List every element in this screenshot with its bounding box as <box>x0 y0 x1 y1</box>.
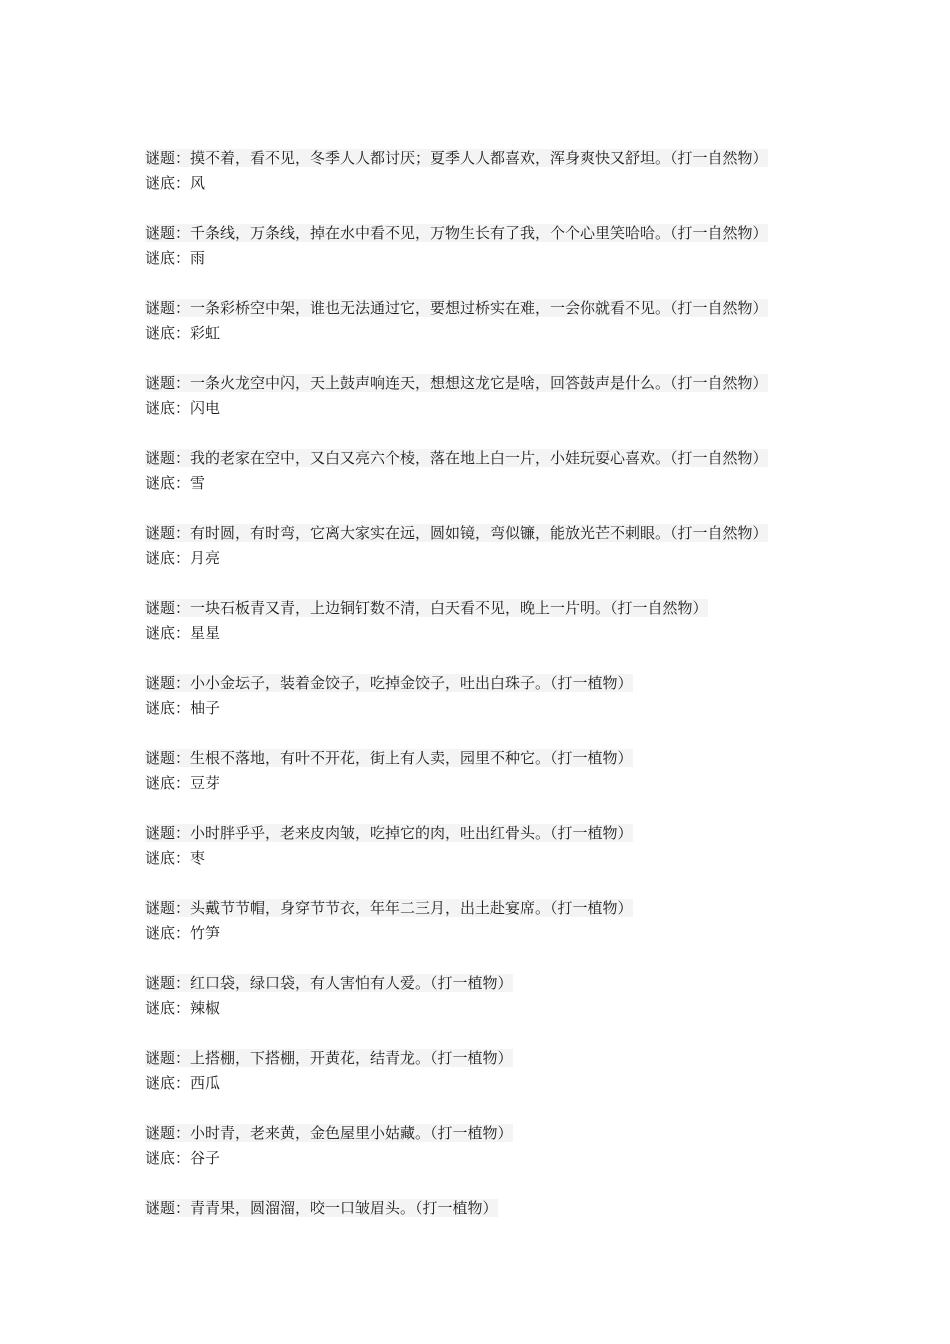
riddle-answer: 谜底：星星 <box>145 624 221 642</box>
riddle-item <box>145 671 845 746</box>
riddle-answer: 谜底：柚子 <box>145 699 221 717</box>
riddle-question <box>145 371 845 396</box>
riddle-item <box>145 446 845 521</box>
riddle-question <box>145 1121 845 1146</box>
riddle-question-text: 谜题：小时青，老来黄，金色屋里小姑藏。（打一植物） <box>145 1124 513 1142</box>
riddle-question <box>145 296 845 321</box>
riddle-answer: 谜底：竹笋 <box>145 924 221 942</box>
riddle-answer: 谜底：彩虹 <box>145 324 221 342</box>
riddle-question <box>145 746 845 771</box>
riddle-answer: 谜底：西瓜 <box>145 1074 221 1092</box>
riddle-question <box>145 671 845 696</box>
riddle-question-text: 谜题：我的老家在空中，又白又亮六个棱，落在地上白一片，小娃玩耍心喜欢。（打一自然物） <box>145 449 768 467</box>
riddle-question <box>145 896 845 921</box>
riddle-item <box>145 371 845 446</box>
riddle-question <box>145 971 845 996</box>
riddle-question-text: 谜题：上搭棚，下搭棚，开黄花，结青龙。（打一植物） <box>145 1049 513 1067</box>
riddle-item <box>145 1196 845 1271</box>
riddle-item <box>145 521 845 596</box>
riddle-list <box>145 146 845 1271</box>
riddle-question <box>145 1046 845 1071</box>
riddle-item <box>145 596 845 671</box>
riddle-item <box>145 146 845 221</box>
riddle-question <box>145 821 845 846</box>
riddle-question <box>145 1196 845 1221</box>
riddle-item <box>145 746 845 821</box>
riddle-question-text: 谜题：头戴节节帽，身穿节节衣，年年二三月，出土赴宴席。（打一植物） <box>145 899 633 917</box>
riddle-answer: 谜底：辣椒 <box>145 999 221 1017</box>
riddle-answer: 谜底：谷子 <box>145 1149 221 1167</box>
riddle-item <box>145 821 845 896</box>
riddle-question <box>145 221 845 246</box>
riddle-answer: 谜底：闪电 <box>145 399 221 417</box>
riddle-question-text: 谜题：一条火龙空中闪，天上鼓声响连天，想想这龙它是啥，回答鼓声是什么。（打一自然物） <box>145 374 768 392</box>
riddle-answer: 谜底：豆芽 <box>145 774 221 792</box>
riddle-item <box>145 896 845 971</box>
riddle-item <box>145 971 845 1046</box>
riddle-item <box>145 296 845 371</box>
riddle-item <box>145 221 845 296</box>
riddle-question-text: 谜题：红口袋，绿口袋，有人害怕有人爱。（打一植物） <box>145 974 513 992</box>
riddle-question-text: 谜题：千条线，万条线，掉在水中看不见，万物生长有了我，个个心里笑哈哈。（打一自然物） <box>145 224 768 242</box>
riddle-question-text: 谜题：小小金坛子，装着金饺子，吃掉金饺子，吐出白珠子。（打一植物） <box>145 674 633 692</box>
riddle-question-text: 谜题：小时胖乎乎，老来皮肉皱，吃掉它的肉，吐出红骨头。（打一植物） <box>145 824 633 842</box>
riddle-question <box>145 596 845 621</box>
riddle-answer: 谜底：月亮 <box>145 549 221 567</box>
riddle-answer <box>145 1221 845 1246</box>
riddle-answer: 谜底：枣 <box>145 849 206 867</box>
riddle-question-text: 谜题：一条彩桥空中架，谁也无法通过它，要想过桥实在难，一会你就看不见。（打一自然物） <box>145 299 768 317</box>
riddle-question-text: 谜题：摸不着，看不见，冬季人人都讨厌；夏季人人都喜欢，浑身爽快又舒坦。（打一自然物） <box>145 149 768 167</box>
riddle-question-text: 谜题：有时圆，有时弯，它离大家实在远，圆如镜，弯似镰，能放光芒不刺眼。（打一自然物） <box>145 524 768 542</box>
riddle-answer: 谜底：风 <box>145 174 206 192</box>
riddle-answer: 谜底：雪 <box>145 474 206 492</box>
riddle-answer: 谜底：雨 <box>145 249 206 267</box>
riddle-question <box>145 146 845 171</box>
riddle-item <box>145 1121 845 1196</box>
riddle-question-text: 谜题：生根不落地，有叶不开花，街上有人卖，园里不种它。（打一植物） <box>145 749 633 767</box>
riddle-question-text: 谜题：一块石板青又青，上边铜钉数不清，白天看不见，晚上一片明。（打一自然物） <box>145 599 708 617</box>
riddle-question <box>145 521 845 546</box>
riddle-question-text: 谜题：青青果，圆溜溜，咬一口皱眉头。（打一植物） <box>145 1199 498 1217</box>
riddle-item <box>145 1046 845 1121</box>
riddle-question <box>145 446 845 471</box>
